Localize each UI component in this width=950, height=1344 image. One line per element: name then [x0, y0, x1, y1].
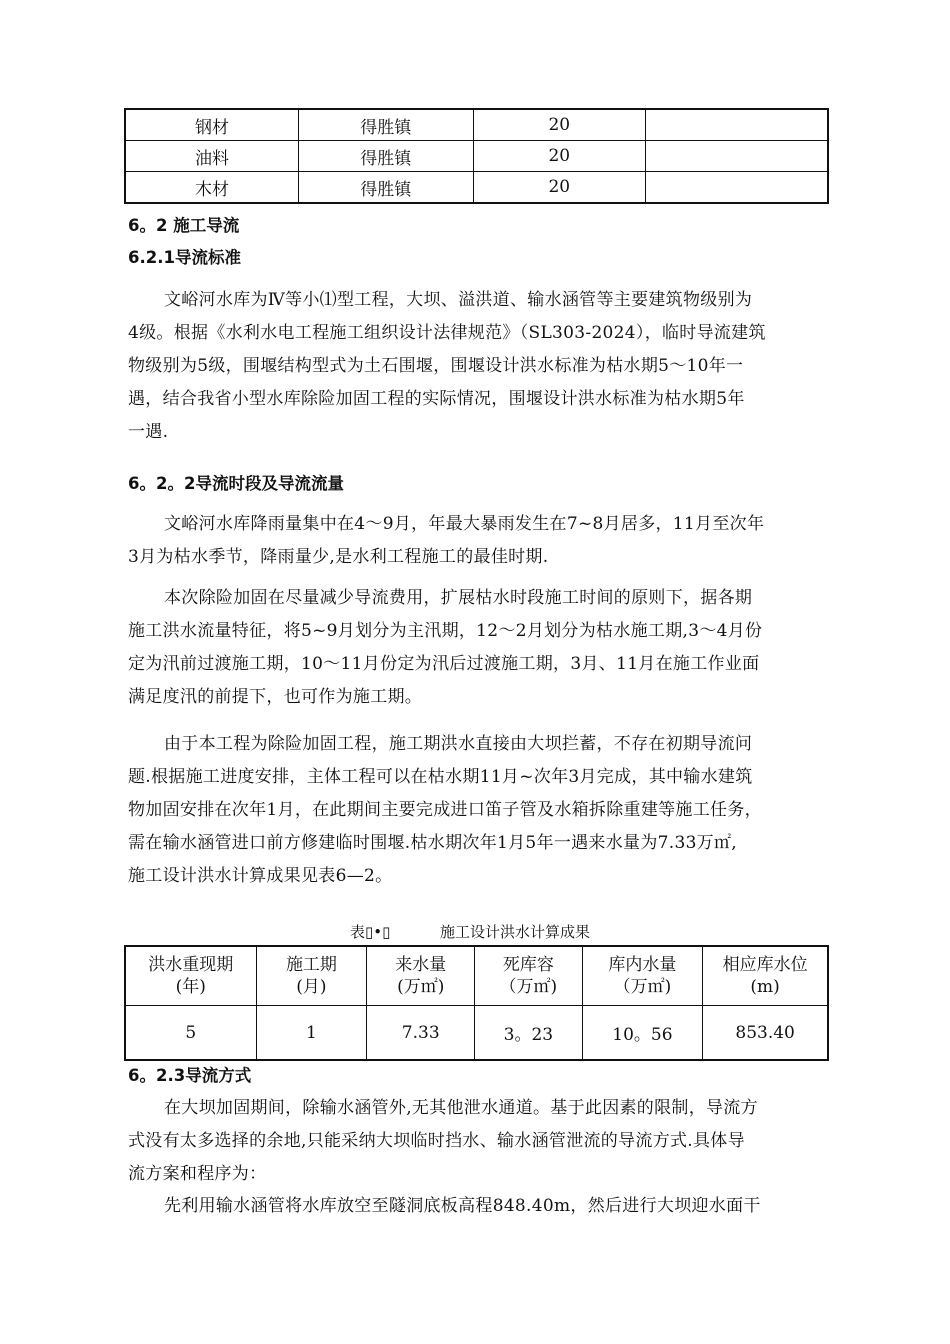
- paragraph-construction-periods: [128, 582, 832, 714]
- material-note: [646, 172, 828, 204]
- table-cell: 7.33: [367, 1006, 475, 1061]
- table-cell: 10。56: [582, 1006, 703, 1061]
- text-line: 一遇.: [128, 422, 169, 442]
- text-line: 需在输水涵管进口前方修建临时围堰.枯水期次年1月5年一遇来水量为7.33万㎡,: [128, 833, 737, 853]
- text-line: 文峪河水库为Ⅳ等小⑴型工程，大坝、溢洪道、输水涵管等主要建筑物级别为: [164, 290, 753, 310]
- text-line: 题.根据施工进度安排，主体工程可以在枯水期11月~次年3月完成，其中输水建筑: [128, 767, 753, 787]
- material-distance: 20: [473, 141, 646, 172]
- flood-calculation-table: [124, 945, 829, 1061]
- text-line: 施工洪水流量特征，将5~9月划分为主汛期，12～2月划分为枯水施工期,3～4月份: [128, 621, 763, 641]
- table-row: [125, 172, 828, 204]
- table-cell: 3。23: [475, 1006, 582, 1061]
- text-line: 由于本工程为除险加固工程，施工期洪水直接由大坝拦蓄，不存在初期导流问: [164, 734, 753, 754]
- table-row: [125, 141, 828, 172]
- table-caption-number: 表▯•▯: [350, 923, 391, 941]
- table-caption-title: 施工设计洪水计算成果: [440, 923, 591, 941]
- table-cell: 1: [256, 1006, 367, 1061]
- table-header-row: [125, 946, 828, 1006]
- paragraph-rainfall: [128, 508, 832, 574]
- text-line: 定为汛前过渡施工期，10～11月份定为汛后过渡施工期，3月、11月在施工作业面: [128, 654, 760, 674]
- section-heading-6-2: 6。2 施工导流: [128, 216, 240, 235]
- material-distance: 20: [473, 109, 646, 141]
- material-note: [646, 141, 828, 172]
- column-header: 施工期 (月): [256, 946, 367, 1006]
- paragraph-diversion-standard: [128, 284, 832, 449]
- material-name: 钢材: [125, 109, 299, 141]
- text-line: 物加固安排在次年1月，在此期间主要完成进口笛子管及水箱拆除重建等施工任务，: [128, 800, 762, 820]
- material-source: 得胜镇: [299, 109, 474, 141]
- column-header: 库内水量 （万㎡): [582, 946, 703, 1006]
- section-heading-6-2-3: 6。2.3导流方式: [128, 1066, 252, 1085]
- material-name: 油料: [125, 141, 299, 172]
- materials-table: [124, 108, 829, 204]
- column-header: 相应库水位 (m): [703, 946, 828, 1006]
- column-header: 来水量 (万㎡): [367, 946, 475, 1006]
- material-note: [646, 109, 828, 141]
- material-name: 木材: [125, 172, 299, 204]
- material-source: 得胜镇: [299, 141, 474, 172]
- material-distance: 20: [473, 172, 646, 204]
- table-row: [125, 1006, 828, 1061]
- section-heading-6-2-2: 6。2。2导流时段及导流流量: [128, 474, 344, 493]
- section-heading-6-2-1: 6.2.1导流标准: [128, 248, 241, 267]
- column-header: 洪水重现期 (年): [125, 946, 256, 1006]
- text-line: 施工设计洪水计算成果见表6—2。: [128, 866, 393, 886]
- text-line: 物级别为5级，围堰结构型式为土石围堰，围堰设计洪水标准为枯水期5～10年一: [128, 356, 744, 376]
- table-cell: 853.40: [703, 1006, 828, 1061]
- text-line: 4级。根据《水利水电工程施工组织设计法律规范》（SL303-2024），临时导流建筑: [128, 323, 766, 343]
- text-line: 3月为枯水季节，降雨量少,是水利工程施工的最佳时期.: [128, 547, 549, 567]
- text-line: 文峪河水库降雨量集中在4～9月，年最大暴雨发生在7~8月居多，11月至次年: [164, 514, 765, 534]
- paragraph-flood-handling: [128, 728, 832, 893]
- column-header: 死库容 （万㎡): [475, 946, 582, 1006]
- text-line: 遇，结合我省小型水库除险加固工程的实际情况，围堰设计洪水标准为枯水期5年: [128, 389, 745, 409]
- material-source: 得胜镇: [299, 172, 474, 204]
- paragraph-diversion-method: [128, 1092, 832, 1191]
- table-row: [125, 109, 828, 141]
- text-line: 先利用输水涵管将水库放空至隧洞底板高程848.40m，然后进行大坝迎水面干: [164, 1196, 761, 1216]
- paragraph-drain-reservoir: [128, 1190, 832, 1223]
- text-line: 本次除险加固在尽量减少导流费用，扩展枯水时段施工时间的原则下，据各期: [164, 588, 753, 608]
- table-cell: 5: [125, 1006, 256, 1061]
- text-line: 满足度汛的前提下，也可作为施工期。: [128, 687, 423, 707]
- text-line: 流方案和程序为：: [128, 1164, 267, 1184]
- text-line: 式没有太多选择的余地,只能采纳大坝临时挡水、输水涵管泄流的导流方式.具体导: [128, 1131, 745, 1151]
- text-line: 在大坝加固期间，除输水涵管外,无其他泄水通道。基于此因素的限制，导流方: [164, 1098, 758, 1118]
